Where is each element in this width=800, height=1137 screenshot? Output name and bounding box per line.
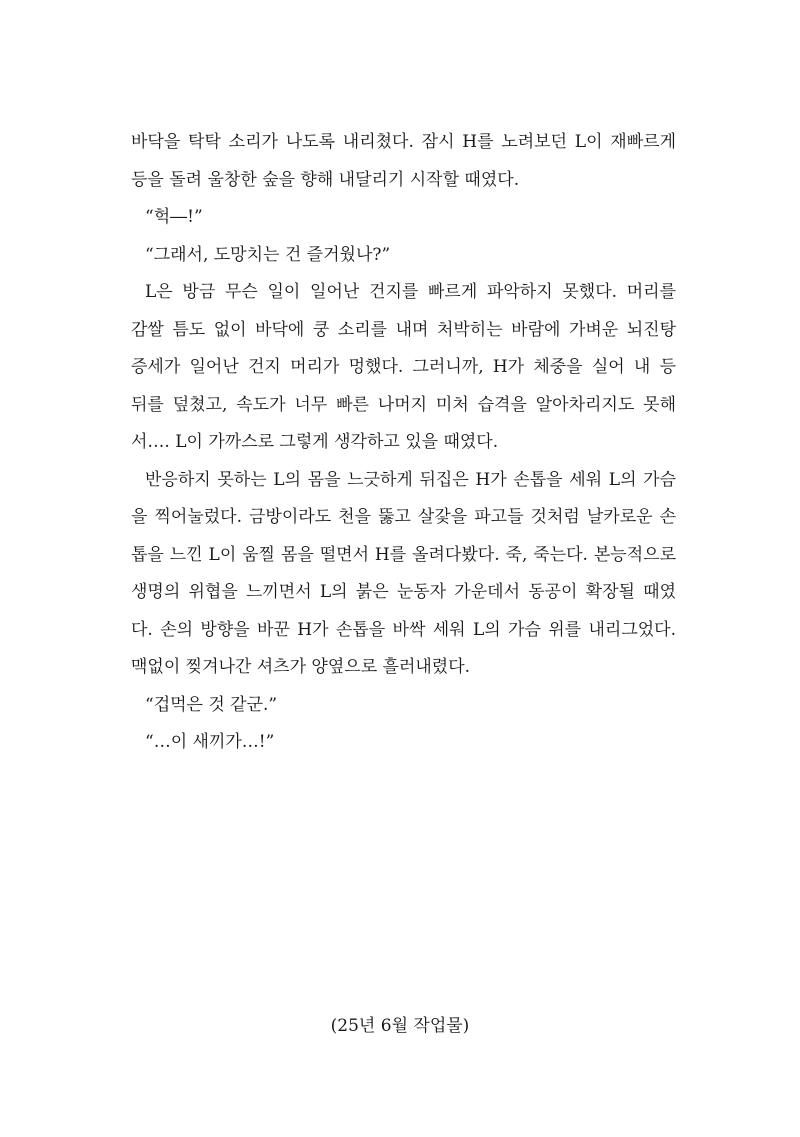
body-text [131, 124, 676, 762]
dialogue-line: “…이 새끼가…!” [145, 732, 275, 752]
dialogue-line: “그래서, 도망치는 건 즐거웠나?” [145, 244, 391, 265]
text-line: 을 찍어눌렀다. 금방이라도 천을 뚫고 살갗을 파고들 것처럼 날카로운 손 [131, 507, 676, 527]
text-line: L은 방금 무슨 일이 일어난 건지를 빠르게 파악하지 못했다. 머리를 [145, 282, 676, 302]
text-line: 뒤를 덮쳤고, 속도가 너무 빠른 나머지 미처 습격을 알아차리지도 못해 [131, 394, 676, 415]
text-line: 증세가 일어난 건지 머리가 멍했다. 그러니까, H가 체중을 실어 내 등 [131, 357, 676, 377]
dialogue-line: “겁먹은 것 같군.” [145, 694, 278, 715]
text-line: 등을 돌려 울창한 숲을 향해 내달리기 시작할 때였다. [131, 169, 520, 190]
text-line: 반응하지 못하는 L의 몸을 느긋하게 뒤집은 H가 손톱을 세워 L의 가슴 [145, 469, 676, 490]
dialogue-line: “헉―!” [145, 207, 203, 227]
text-line: 생명의 위협을 느끼면서 L의 붉은 눈동자 가운데서 동공이 확장될 때였 [131, 582, 676, 602]
text-line: 바닥을 탁탁 소리가 나도록 내리쳤다. 잠시 H를 노려보던 L이 재빠르게 [131, 132, 676, 152]
text-line: 톱을 느낀 L이 움찔 몸을 떨면서 H를 올려다봤다. 죽, 죽는다. 본능적으로 [131, 544, 676, 565]
text-line: 감쌀 틈도 없이 바닥에 쿵 소리를 내며 처박히는 바람에 가벼운 뇌진탕 [131, 319, 676, 340]
footer-note: (25년 6월 작업물) [330, 1016, 470, 1036]
text-line: 다. 손의 방향을 바꾼 H가 손톱을 바싹 세워 L의 가슴 위를 내리그었다. [131, 619, 676, 640]
text-line: 맥없이 찢겨나간 셔츠가 양옆으로 흘러내렸다. [131, 657, 471, 677]
text-line: 서…. L이 가까스로 그렇게 생각하고 있을 때였다. [131, 432, 499, 452]
